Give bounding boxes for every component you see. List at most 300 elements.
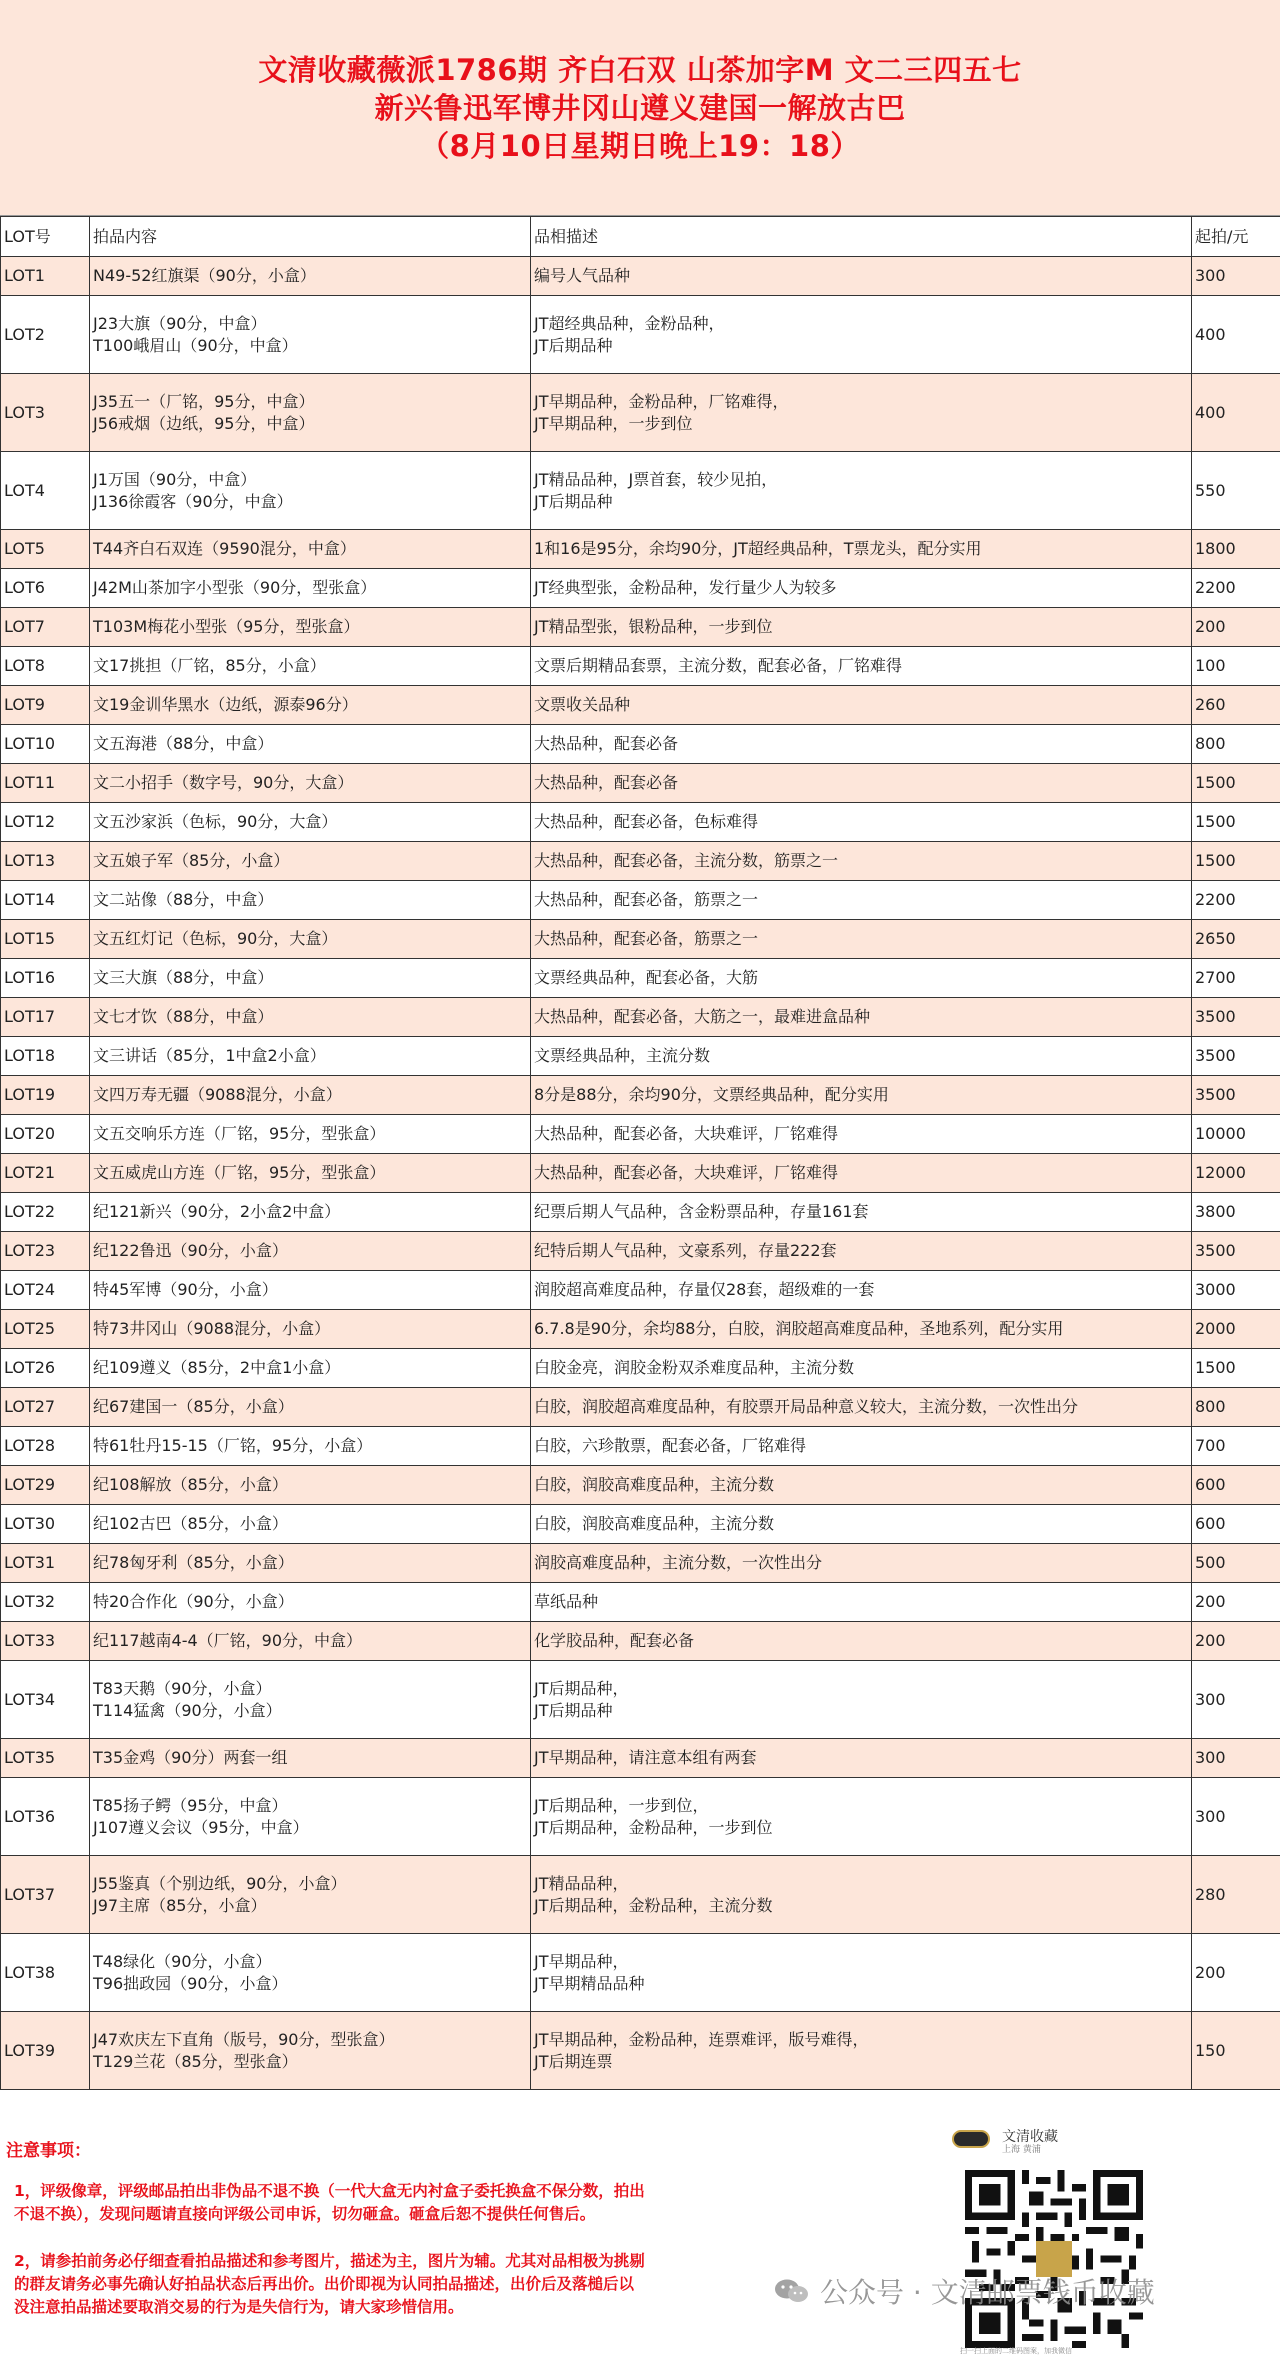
table-row <box>1 1193 1280 1232</box>
lot-description <box>531 959 1192 998</box>
table-row <box>1 608 1280 647</box>
lot-description-line: JT早期品种， <box>534 1951 629 1971</box>
lot-item-line: 文二小招手（数字号，90分，大盒） <box>93 773 354 792</box>
table-row <box>1 1388 1280 1427</box>
table-row <box>1 1466 1280 1505</box>
lot-number: LOT8 <box>1 647 90 686</box>
lot-start-price: 400 <box>1192 296 1280 374</box>
lot-item-line: 纪117越南4-4（厂铭，90分，中盒） <box>93 1631 363 1650</box>
lot-description <box>531 686 1192 725</box>
lot-item <box>90 842 531 881</box>
lot-description-line: 草纸品种 <box>534 1592 599 1611</box>
lot-item-line: 纪67建国一（85分，小盒） <box>93 1397 294 1416</box>
table-row <box>1 1544 1280 1583</box>
lot-number: LOT12 <box>1 803 90 842</box>
lot-item-line: 文三大旗（88分，中盒） <box>93 968 274 987</box>
lot-number: LOT32 <box>1 1583 90 1622</box>
lot-start-price: 2700 <box>1192 959 1280 998</box>
lot-item-line: J97主席（85分，小盒） <box>93 1895 267 1915</box>
table-row <box>1 920 1280 959</box>
table-row <box>1 686 1280 725</box>
lot-start-price: 300 <box>1192 257 1280 296</box>
lot-description <box>531 1037 1192 1076</box>
lot-start-price: 800 <box>1192 725 1280 764</box>
table-row <box>1 1856 1280 1934</box>
lot-start-price: 3500 <box>1192 998 1280 1037</box>
lot-item <box>90 1544 531 1583</box>
lot-number: LOT26 <box>1 1349 90 1388</box>
lot-item <box>90 257 531 296</box>
table-row <box>1 1934 1280 2012</box>
lot-description <box>531 1154 1192 1193</box>
lot-description <box>531 803 1192 842</box>
table-row <box>1 1739 1280 1778</box>
lot-item-line: 特73井冈山（9088混分，小盒） <box>93 1319 331 1338</box>
lot-item <box>90 1739 531 1778</box>
lot-item <box>90 1271 531 1310</box>
lot-description <box>531 1115 1192 1154</box>
lot-description <box>531 1583 1192 1622</box>
lot-item-line: 纪102古巴（85分，小盒） <box>93 1514 288 1533</box>
lot-start-price: 2200 <box>1192 881 1280 920</box>
lot-item-line: N49-52红旗渠（90分，小盒） <box>93 266 316 285</box>
lot-description <box>531 647 1192 686</box>
lot-item <box>90 569 531 608</box>
lot-item-line: T83天鹅（90分，小盒） <box>93 1678 272 1698</box>
lot-description-line: JT精品品种， <box>534 1873 629 1893</box>
lot-description <box>531 764 1192 803</box>
lot-start-price: 200 <box>1192 1583 1280 1622</box>
lot-description <box>531 1427 1192 1466</box>
lot-number: LOT17 <box>1 998 90 1037</box>
table-row <box>1 998 1280 1037</box>
lot-item <box>90 920 531 959</box>
lot-item <box>90 296 531 374</box>
lot-start-price: 3500 <box>1192 1232 1280 1271</box>
lot-description-line: 润胶超高难度品种，存量仅28套，超级难的一套 <box>534 1280 875 1299</box>
lot-description-line: 文票经典品种，配套必备，大筋 <box>534 968 759 987</box>
lot-description-line: 大热品种，配套必备，筋票之一 <box>534 890 759 909</box>
brand-logo-icon <box>952 2130 990 2148</box>
table-row <box>1 530 1280 569</box>
lot-description-line: 大热品种，配套必备 <box>534 734 679 753</box>
lot-item <box>90 1583 531 1622</box>
lot-start-price: 10000 <box>1192 1115 1280 1154</box>
lot-start-price: 3800 <box>1192 1193 1280 1232</box>
lot-item <box>90 1154 531 1193</box>
lot-item <box>90 1856 531 1934</box>
lot-item <box>90 1193 531 1232</box>
lot-item <box>90 1115 531 1154</box>
lot-description-line: 白胶，六珍散票，配套必备，厂铭难得 <box>534 1436 807 1455</box>
lot-description-line: JT早期品种，金粉品种，厂铭难得， <box>534 391 789 411</box>
lot-start-price: 150 <box>1192 2012 1280 2090</box>
lot-start-price: 200 <box>1192 608 1280 647</box>
lot-description-line: JT精品品种，J票首套，较少见拍， <box>534 469 778 489</box>
lot-item-line: J56戒烟（边纸，95分，中盒） <box>93 413 315 433</box>
auction-header <box>0 0 1280 216</box>
lot-start-price: 3000 <box>1192 1271 1280 1310</box>
lot-description-line: JT后期品种，一步到位， <box>534 1795 709 1815</box>
watermark-text: 公众号 · 文清邮票钱币收藏 <box>820 2276 1155 2309</box>
lot-description-line: 6.7.8是90分，余均88分，白胶，润胶超高难度品种，圣地系列，配分实用 <box>534 1319 1064 1338</box>
lot-description-line: 白胶，润胶超高难度品种，有胶票开局品种意义较大，主流分数，一次性出分 <box>534 1397 1079 1416</box>
lot-description <box>531 1778 1192 1856</box>
lot-table-body <box>1 257 1280 2090</box>
lot-start-price: 600 <box>1192 1466 1280 1505</box>
column-header-description: 品相描述 <box>531 217 1192 257</box>
lot-start-price: 1800 <box>1192 530 1280 569</box>
lot-item <box>90 452 531 530</box>
table-row <box>1 1154 1280 1193</box>
lot-number: LOT33 <box>1 1622 90 1661</box>
lot-description <box>531 998 1192 1037</box>
lot-number: LOT2 <box>1 296 90 374</box>
lot-start-price: 600 <box>1192 1505 1280 1544</box>
lot-number: LOT23 <box>1 1232 90 1271</box>
lot-item-line: 文五娘子军（85分，小盒） <box>93 851 290 870</box>
lot-description-line: 大热品种，配套必备，大块难评，厂铭难得 <box>534 1124 839 1143</box>
lot-item <box>90 1622 531 1661</box>
lot-description <box>531 1388 1192 1427</box>
lot-item <box>90 374 531 452</box>
lot-description-line: 纪特后期人气品种，文豪系列，存量222套 <box>534 1241 837 1260</box>
lot-number: LOT39 <box>1 2012 90 2090</box>
lot-description <box>531 1193 1192 1232</box>
lot-number: LOT18 <box>1 1037 90 1076</box>
lot-item <box>90 1427 531 1466</box>
table-row <box>1 881 1280 920</box>
brand-card <box>952 2126 1082 2155</box>
lot-description <box>531 881 1192 920</box>
lot-number: LOT3 <box>1 374 90 452</box>
lot-item <box>90 725 531 764</box>
lot-description <box>531 1739 1192 1778</box>
lot-start-price: 550 <box>1192 452 1280 530</box>
lot-description-line: 白胶，润胶高难度品种，主流分数 <box>534 1475 775 1494</box>
lot-number: LOT20 <box>1 1115 90 1154</box>
lot-description <box>531 1544 1192 1583</box>
lot-item-line: 文四万寿无疆（9088混分，小盒） <box>93 1085 342 1104</box>
lot-item <box>90 1934 531 2012</box>
lot-item-line: J35五一（厂铭，95分，中盒） <box>93 391 315 411</box>
header-date-line: （8月10日星期日晚上19：18） <box>420 128 860 163</box>
lot-description-line: 8分是88分，余均90分，文票经典品种，配分实用 <box>534 1085 889 1104</box>
lot-description-line: JT后期品种 <box>534 335 613 355</box>
lot-description-line: 纪票后期人气品种，含金粉票品种，存量161套 <box>534 1202 869 1221</box>
lot-description-line: JT早期精品品种 <box>534 1973 645 1993</box>
lot-number: LOT21 <box>1 1154 90 1193</box>
lot-item-line: 文七才饮（88分，中盒） <box>93 1007 274 1026</box>
lot-item <box>90 1505 531 1544</box>
lot-item-line: 纪78匈牙利（85分，小盒） <box>93 1553 294 1572</box>
table-row <box>1 803 1280 842</box>
lot-description-line: 文票经典品种，主流分数 <box>534 1046 711 1065</box>
table-row <box>1 1427 1280 1466</box>
lot-item-line: J42M山茶加字小型张（90分，型张盒） <box>93 578 377 597</box>
lot-item <box>90 1661 531 1739</box>
lot-description <box>531 1310 1192 1349</box>
table-row <box>1 1661 1280 1739</box>
lot-description-line: 白胶金亮，润胶金粉双杀难度品种，主流分数 <box>534 1358 855 1377</box>
lot-item-line: J136徐霞客（90分，中盒） <box>93 491 293 511</box>
lot-item-line: 文17挑担（厂铭，85分，小盒） <box>93 656 326 675</box>
lot-description-line: 文票后期精品套票，主流分数，配套必备，厂铭难得 <box>534 656 903 675</box>
lot-item-line: J107遵义会议（95分，中盒） <box>93 1817 309 1837</box>
lot-number: LOT38 <box>1 1934 90 2012</box>
lot-item-line: J1万国（90分，中盒） <box>93 469 257 489</box>
table-row <box>1 296 1280 374</box>
lot-item-line: 文五海港（88分，中盒） <box>93 734 274 753</box>
lot-description <box>531 1505 1192 1544</box>
lot-description-line: JT后期品种，金粉品种，一步到位 <box>534 1817 773 1837</box>
lot-item <box>90 1076 531 1115</box>
lot-start-price: 1500 <box>1192 803 1280 842</box>
lot-start-price: 300 <box>1192 1778 1280 1856</box>
lot-item-line: 文19金训华黑水（边纸，源泰96分） <box>93 695 358 714</box>
lot-item-line: 文五沙家浜（色标，90分，大盒） <box>93 812 338 831</box>
lot-description-line: JT早期品种，一步到位 <box>534 413 693 433</box>
lot-item-line: J47欢庆左下直角（版号，90分，型张盒） <box>93 2029 395 2049</box>
lot-description-line: JT超经典品种，金粉品种， <box>534 313 725 333</box>
note-bidding-policy: 2，请参拍前务必仔细查看拍品描述和参考图片，描述为主，图片为辅。尤其对品相极为挑剔 的群友请务必事先确认好拍品状态后再出价。出价即视为认同拍品描述，出价后及落槌后以 没注意拍品描述要取消交易的行为是失信行为，请大家珍惜信用。 <box>14 2252 645 2316</box>
column-header-lot: LOT号 <box>1 217 90 257</box>
lot-start-price: 2650 <box>1192 920 1280 959</box>
qr-caption: 扫一扫上面的二维码图案，加我微信 <box>960 2347 1072 2355</box>
lot-description-line: 大热品种，配套必备，大块难评，厂铭难得 <box>534 1163 839 1182</box>
qr-code-icon[interactable] <box>962 2170 1146 2348</box>
table-row <box>1 842 1280 881</box>
lot-number: LOT25 <box>1 1310 90 1349</box>
column-header-start-price: 起拍/元 <box>1192 217 1280 257</box>
lot-item <box>90 1388 531 1427</box>
lot-item <box>90 1037 531 1076</box>
lot-description <box>531 1076 1192 1115</box>
lot-start-price: 260 <box>1192 686 1280 725</box>
lot-number: LOT30 <box>1 1505 90 1544</box>
lot-item-line: 特61牡丹15-15（厂铭，95分，小盒） <box>93 1436 373 1455</box>
table-row <box>1 1505 1280 1544</box>
lot-item-line: T35金鸡（90分）两套一组 <box>93 1748 288 1767</box>
table-row <box>1 1232 1280 1271</box>
lot-item-line: 特45军博（90分，小盒） <box>93 1280 278 1299</box>
table-row <box>1 374 1280 452</box>
lot-item-line: 文五交响乐方连（厂铭，95分，型张盒） <box>93 1124 386 1143</box>
lot-item-line: 文五红灯记（色标，90分，大盒） <box>93 929 338 948</box>
lot-description-line: JT后期品种， <box>534 1678 629 1698</box>
lot-item-line: T85扬子鳄（95分，中盒） <box>93 1795 288 1815</box>
lot-start-price: 280 <box>1192 1856 1280 1934</box>
lot-start-price: 800 <box>1192 1388 1280 1427</box>
lot-description-line: JT后期品种，金粉品种，主流分数 <box>534 1895 773 1915</box>
table-row <box>1 959 1280 998</box>
lot-item-line: T100峨眉山（90分，中盒） <box>93 335 298 355</box>
lot-description-line: 1和16是95分，余均90分，JT超经典品种，T票龙头，配分实用 <box>534 539 982 558</box>
lot-number: LOT5 <box>1 530 90 569</box>
lot-description <box>531 296 1192 374</box>
lot-number: LOT6 <box>1 569 90 608</box>
lot-description-line: 化学胶品种，配套必备 <box>534 1631 695 1650</box>
table-row <box>1 1349 1280 1388</box>
lot-description-line: JT精品型张，银粉品种，一步到位 <box>534 617 773 636</box>
lot-item-line: J23大旗（90分，中盒） <box>93 313 267 333</box>
lot-description-line: 编号人气品种 <box>534 266 631 285</box>
lot-start-price: 200 <box>1192 1622 1280 1661</box>
lot-number: LOT11 <box>1 764 90 803</box>
lot-description <box>531 725 1192 764</box>
lot-start-price: 300 <box>1192 1739 1280 1778</box>
lot-number: LOT37 <box>1 1856 90 1934</box>
lot-number: LOT1 <box>1 257 90 296</box>
table-row <box>1 2012 1280 2090</box>
lot-item-line: T103M梅花小型张（95分，型张盒） <box>93 617 360 636</box>
lot-start-price: 12000 <box>1192 1154 1280 1193</box>
lot-item <box>90 686 531 725</box>
lot-start-price: 400 <box>1192 374 1280 452</box>
lot-item <box>90 881 531 920</box>
table-row <box>1 1778 1280 1856</box>
lot-item <box>90 803 531 842</box>
watermark <box>774 2276 1155 2309</box>
lot-item <box>90 1310 531 1349</box>
lot-item-line: T48绿化（90分，小盒） <box>93 1951 272 1971</box>
lot-number: LOT10 <box>1 725 90 764</box>
lot-item <box>90 647 531 686</box>
lot-description <box>531 1661 1192 1739</box>
lot-number: LOT27 <box>1 1388 90 1427</box>
lot-description-line: JT后期品种 <box>534 1700 613 1720</box>
lot-number: LOT36 <box>1 1778 90 1856</box>
lot-description <box>531 1271 1192 1310</box>
lot-description-line: 大热品种，配套必备，主流分数，筋票之一 <box>534 851 839 870</box>
lot-item <box>90 998 531 1037</box>
table-row <box>1 1622 1280 1661</box>
lot-start-price: 300 <box>1192 1661 1280 1739</box>
lot-description-line: 文票收关品种 <box>534 695 631 714</box>
lot-description-line: JT后期品种 <box>534 491 613 511</box>
lot-number: LOT29 <box>1 1466 90 1505</box>
lot-start-price: 3500 <box>1192 1037 1280 1076</box>
lot-description <box>531 1856 1192 1934</box>
notes-title: 注意事项： <box>6 2141 91 2161</box>
lot-start-price: 700 <box>1192 1427 1280 1466</box>
lot-item <box>90 1466 531 1505</box>
lot-item-line: J55鉴真（个别边纸，90分，小盒） <box>93 1873 347 1893</box>
lot-item-line: T114猛禽（90分，小盒） <box>93 1700 282 1720</box>
lot-description <box>531 569 1192 608</box>
lot-description-line: 大热品种，配套必备，色标难得 <box>534 812 759 831</box>
lot-number: LOT4 <box>1 452 90 530</box>
table-row <box>1 764 1280 803</box>
lot-number: LOT35 <box>1 1739 90 1778</box>
table-row <box>1 1271 1280 1310</box>
lot-item-line: 纪108解放（85分，小盒） <box>93 1475 288 1494</box>
table-row <box>1 725 1280 764</box>
table-row <box>1 1310 1280 1349</box>
lot-description-line: JT经典型张，金粉品种，发行量少人为较多 <box>534 578 837 597</box>
lot-item-line: T129兰花（85分，型张盒） <box>93 2051 298 2071</box>
lot-description <box>531 374 1192 452</box>
header-title-line-1: 文清收藏薇派1786期 齐白石双 山茶加字M 文二三四五七 <box>258 52 1022 87</box>
lot-number: LOT24 <box>1 1271 90 1310</box>
lot-description-line: JT早期品种，金粉品种，连票难评，版号难得， <box>534 2029 869 2049</box>
lot-description <box>531 1232 1192 1271</box>
lot-description <box>531 1622 1192 1661</box>
table-row <box>1 647 1280 686</box>
lot-item-line: T44齐白石双连（9590混分，中盒） <box>93 539 356 558</box>
lot-description <box>531 257 1192 296</box>
lot-item <box>90 1778 531 1856</box>
lot-item-line: 特20合作化（90分，小盒） <box>93 1592 294 1611</box>
lot-start-price: 1500 <box>1192 1349 1280 1388</box>
brand-name: 文清收藏 <box>1002 2129 1058 2145</box>
note-grading-policy: 1，评级像章，评级邮品拍出非伪品不退不换（一代大盒无内衬盒子委托换盒不保分数，拍出 不退不换），发现问题请直接向评级公司申诉，切勿砸盒。砸盒后恕不提供任何售后。 <box>14 2182 645 2223</box>
lot-item <box>90 530 531 569</box>
lot-description <box>531 608 1192 647</box>
lot-description-line: 大热品种，配套必备 <box>534 773 679 792</box>
lot-number: LOT15 <box>1 920 90 959</box>
lot-number: LOT13 <box>1 842 90 881</box>
lot-description <box>531 2012 1192 2090</box>
table-row <box>1 569 1280 608</box>
lot-item <box>90 959 531 998</box>
table-row <box>1 1076 1280 1115</box>
lot-number: LOT19 <box>1 1076 90 1115</box>
lot-number: LOT16 <box>1 959 90 998</box>
lot-number: LOT31 <box>1 1544 90 1583</box>
lot-description-line: 润胶高难度品种，主流分数，一次性出分 <box>534 1553 823 1572</box>
lot-number: LOT9 <box>1 686 90 725</box>
lot-table <box>0 216 1280 2090</box>
lot-start-price: 200 <box>1192 1934 1280 2012</box>
table-row <box>1 257 1280 296</box>
lot-description-line: JT早期品种，请注意本组有两套 <box>534 1748 757 1767</box>
lot-number: LOT28 <box>1 1427 90 1466</box>
lot-item-line: 文二站像（88分，中盒） <box>93 890 274 909</box>
lot-item <box>90 2012 531 2090</box>
lot-start-price: 3500 <box>1192 1076 1280 1115</box>
table-row <box>1 1115 1280 1154</box>
brand-location: 上海 黄浦 <box>1002 2145 1041 2155</box>
lot-description-line: 大热品种，配套必备，大筋之一，最难进盒品种 <box>534 1007 871 1026</box>
lot-start-price: 500 <box>1192 1544 1280 1583</box>
lot-description <box>531 1934 1192 2012</box>
table-row <box>1 1583 1280 1622</box>
lot-start-price: 1500 <box>1192 842 1280 881</box>
lot-start-price: 1500 <box>1192 764 1280 803</box>
lot-item-line: 文五威虎山方连（厂铭，95分，型张盒） <box>93 1163 386 1182</box>
lot-description-line: JT后期连票 <box>534 2051 613 2071</box>
lot-item-line: 纪122鲁迅（90分，小盒） <box>93 1241 288 1260</box>
lot-item <box>90 1232 531 1271</box>
header-title-line-2: 新兴鲁迅军博井冈山遵义建国一解放古巴 <box>374 90 906 125</box>
lot-item <box>90 1349 531 1388</box>
lot-description <box>531 1349 1192 1388</box>
lot-item-line: T96拙政园（90分，小盒） <box>93 1973 288 1993</box>
lot-item-line: 纪121新兴（90分，2小盒2中盒） <box>93 1202 341 1221</box>
lot-description <box>531 530 1192 569</box>
wechat-icon <box>774 2278 810 2304</box>
lot-number: LOT22 <box>1 1193 90 1232</box>
lot-number: LOT7 <box>1 608 90 647</box>
lot-number: LOT34 <box>1 1661 90 1739</box>
lot-description-line: 大热品种，配套必备，筋票之一 <box>534 929 759 948</box>
table-header-row <box>1 217 1280 257</box>
lot-item-line: 文三讲话（85分，1中盒2小盒） <box>93 1046 326 1065</box>
lot-start-price: 2200 <box>1192 569 1280 608</box>
lot-item-line: 纪109遵义（85分，2中盒1小盒） <box>93 1358 341 1377</box>
lot-description <box>531 842 1192 881</box>
